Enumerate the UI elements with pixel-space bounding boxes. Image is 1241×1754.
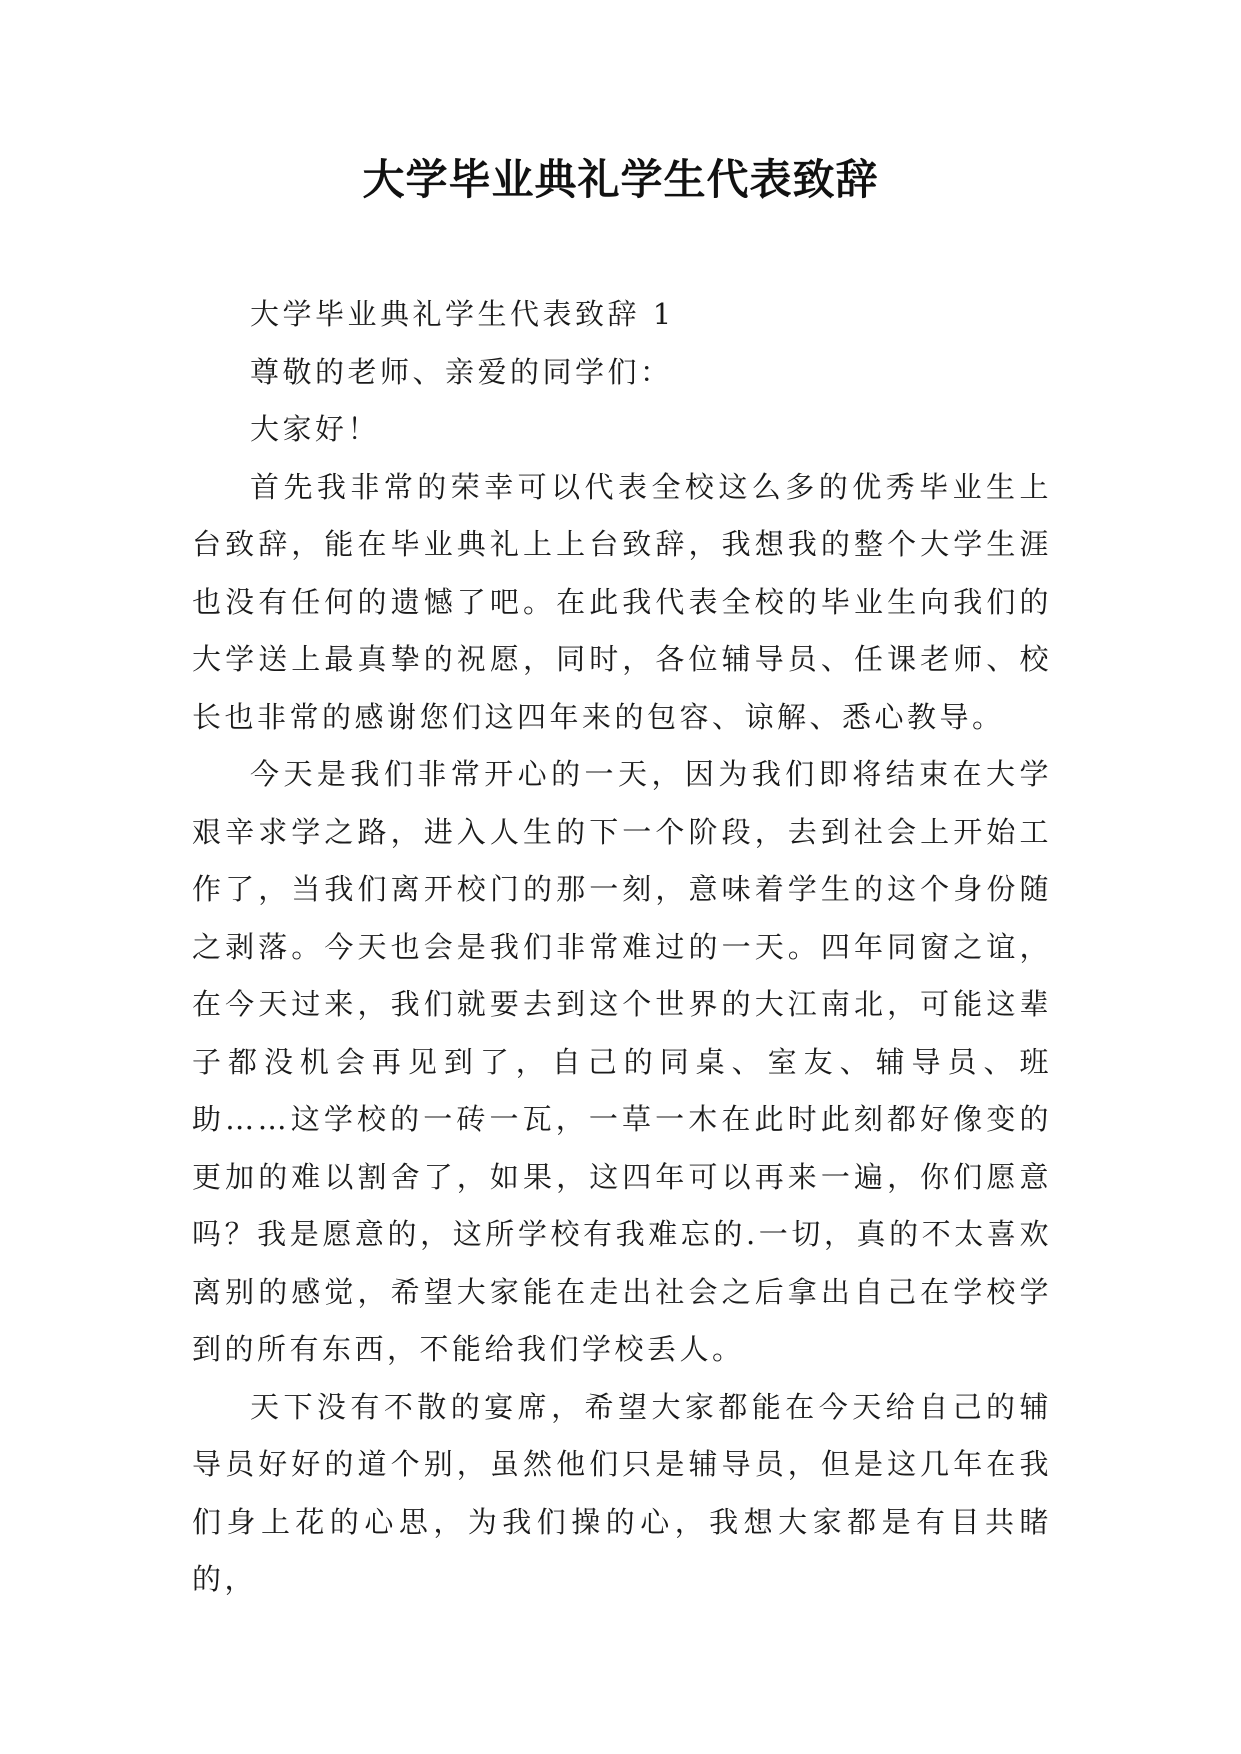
paragraph-heading: 大学毕业典礼学生代表致辞 1 (250, 297, 675, 331)
paragraph-salutation: 尊敬的老师、亲爱的同学们： (250, 354, 673, 389)
paragraph-body: 天下没有不散的宴席，希望大家都能在今天给自己的辅导员好好的道个别，虽然他们只是辅导员，但是这几年在我们身上花的心思，为我们操的心，我想大家都是有目共睹的， (192, 1389, 1052, 1596)
paragraph-greeting: 大家好！ (250, 412, 381, 446)
document-body (192, 286, 1052, 1609)
document-title: 大学毕业典礼学生代表致辞 (362, 155, 879, 204)
paragraph-body: 首先我非常的荣幸可以代表全校这么多的优秀毕业生上台致辞，能在毕业典礼上上台致辞，我想我的整个大学生涯也没有任何的遗憾了吧。在此我代表全校的毕业生向我们的大学送上最真挚的祝愿，同时，各位辅导员、任课老师、校长也非常的感谢您们这四年来的包容、谅解、悉心教导。 (192, 469, 1052, 734)
paragraph-body: 今天是我们非常开心的一天，因为我们即将结束在大学艰辛求学之路，进入人生的下一个阶段，去到社会上开始工作了，当我们离开校门的那一刻，意味着学生的这个身份随之剥落。今天也会是我们非常难过的一天。四年同窗之谊，在今天过来，我们就要去到这个世界的大江南北，可能这辈子都没机会再见到了，自己的同桌、室友、辅导员、班助……这学校的一砖一瓦，一草一木在此时此刻都好像变的更加的难以割舍了，如果，这四年可以再来一遍，你们愿意吗？我是愿意的，这所学校有我难忘的.一切，真的不太喜欢离别的感觉，希望大家能在走出社会之后拿出自己在学校学到的所有东西，不能给我们学校丢人。 (192, 757, 1052, 1366)
